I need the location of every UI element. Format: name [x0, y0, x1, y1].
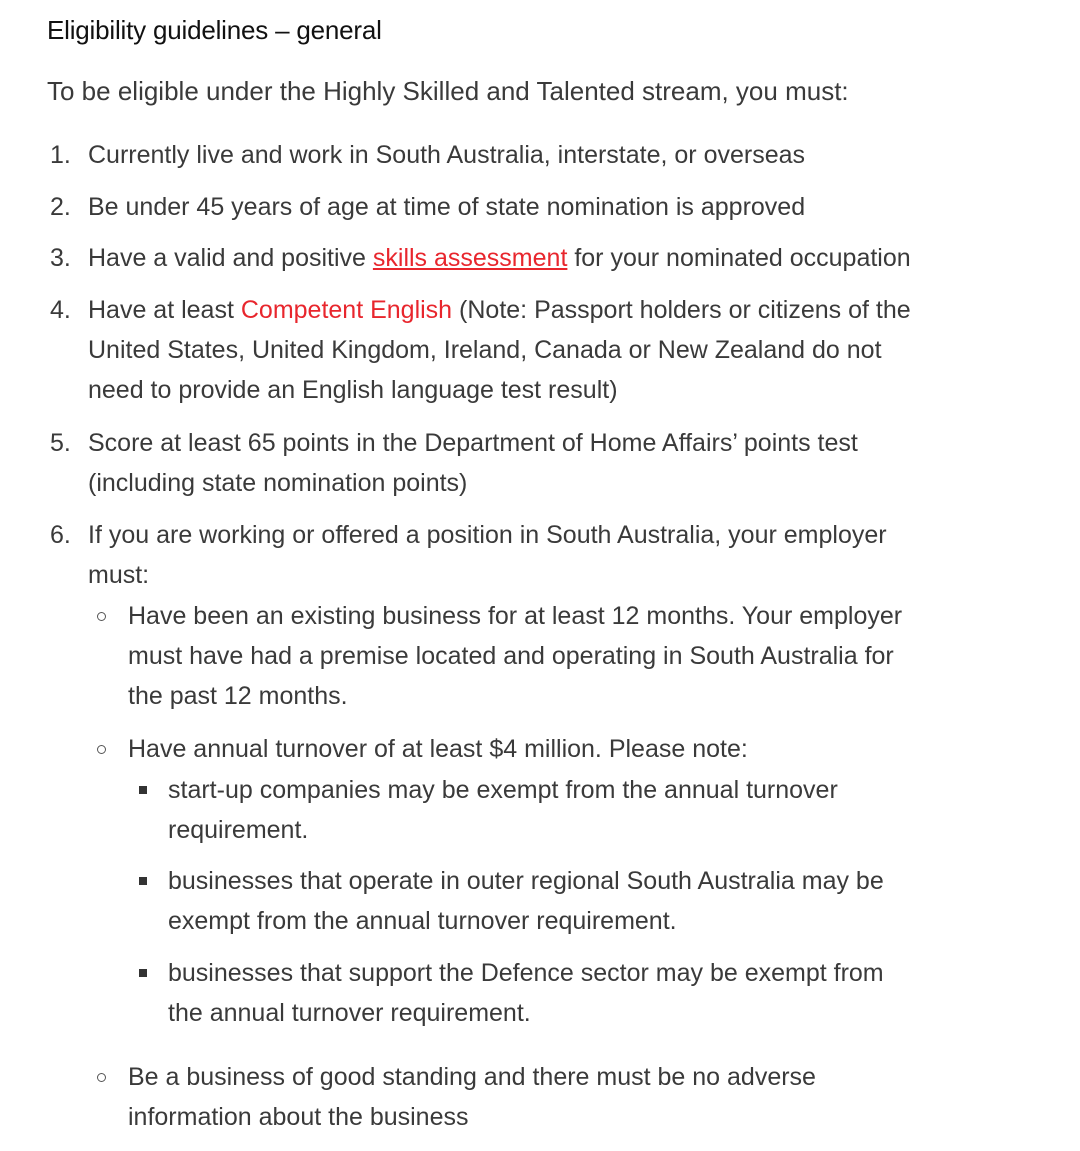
sub-text-line: Be a business of good standing and there must be no adverse: [128, 1063, 816, 1091]
note-defence: [0, 953, 1080, 1033]
square-bullet-icon: [139, 969, 147, 977]
list-text-line: must:: [88, 561, 150, 589]
hollow-bullet-icon: [97, 745, 106, 754]
hollow-bullet-icon: [97, 612, 106, 621]
intro-text: To be eligible under the Highly Skilled and Talented stream, you must:: [47, 76, 849, 106]
list-text-line: (including state nomination points): [88, 469, 468, 497]
list-text-line: need to provide an English language test result): [88, 376, 618, 404]
list-item-3: [0, 238, 1080, 278]
list-number: 2.: [50, 193, 71, 221]
sub-item-annual-turnover: [0, 729, 1080, 769]
sub-text-line: Have been an existing business for at least 12 months. Your employer: [128, 602, 903, 630]
hollow-bullet-icon: [97, 1073, 106, 1082]
note-text-line: requirement.: [168, 816, 309, 844]
list-item-4: [0, 290, 1080, 410]
text-segment: for your nominated occupation: [567, 244, 911, 272]
list-item-5: [0, 423, 1080, 503]
note-text-line: businesses that operate in outer regional South Australia may be: [168, 867, 884, 895]
text-segment: Have a valid and positive: [88, 244, 373, 272]
note-text-line: start-up companies may be exempt from the annual turnover: [168, 776, 838, 804]
square-bullet-icon: [139, 786, 147, 794]
list-text: Currently live and work in South Australia, interstate, or overseas: [88, 141, 806, 169]
list-text-line: Score at least 65 points in the Department of Home Affairs’ points test: [88, 429, 858, 457]
list-number: 6.: [50, 521, 71, 549]
list-number: 5.: [50, 429, 71, 457]
list-text: [88, 238, 1048, 278]
list-number: 1.: [50, 141, 71, 169]
text-segment: Have at least: [88, 296, 241, 324]
list-number: 4.: [50, 296, 71, 324]
sub-text-line: Have annual turnover of at least $4 million. Please note:: [128, 735, 748, 763]
list-text-line: [88, 290, 1048, 330]
sub-item-existing-business: [0, 596, 1080, 716]
list-text-line: United States, United Kingdom, Ireland, Canada or New Zealand do not: [88, 336, 882, 364]
section-heading: Eligibility guidelines – general: [47, 15, 382, 45]
note-text-line: exempt from the annual turnover requirement.: [168, 907, 677, 935]
skills-assessment-link[interactable]: skills assessment: [372, 244, 568, 272]
sub-item-good-standing: [0, 1057, 1080, 1137]
note-text-line: businesses that support the Defence sector may be exempt from: [168, 959, 884, 987]
list-text-line: If you are working or offered a position in South Australia, your employer: [88, 521, 887, 549]
list-item-6: [0, 515, 1080, 595]
sub-text-line: must have had a premise located and operating in South Australia for: [128, 642, 894, 670]
note-outer-regional: [0, 861, 1080, 941]
note-startup: [0, 770, 1080, 850]
list-item-2: [0, 187, 1080, 227]
list-number: 3.: [50, 244, 71, 272]
sub-text-line: information about the business: [128, 1103, 469, 1131]
list-item-1: [0, 135, 1080, 175]
text-segment: (Note: Passport holders or citizens of the: [452, 296, 911, 324]
competent-english-highlight: Competent English: [240, 296, 453, 324]
square-bullet-icon: [139, 877, 147, 885]
list-text: Be under 45 years of age at time of state nomination is approved: [88, 193, 806, 221]
note-text-line: the annual turnover requirement.: [168, 999, 531, 1027]
sub-text-line: the past 12 months.: [128, 682, 348, 710]
